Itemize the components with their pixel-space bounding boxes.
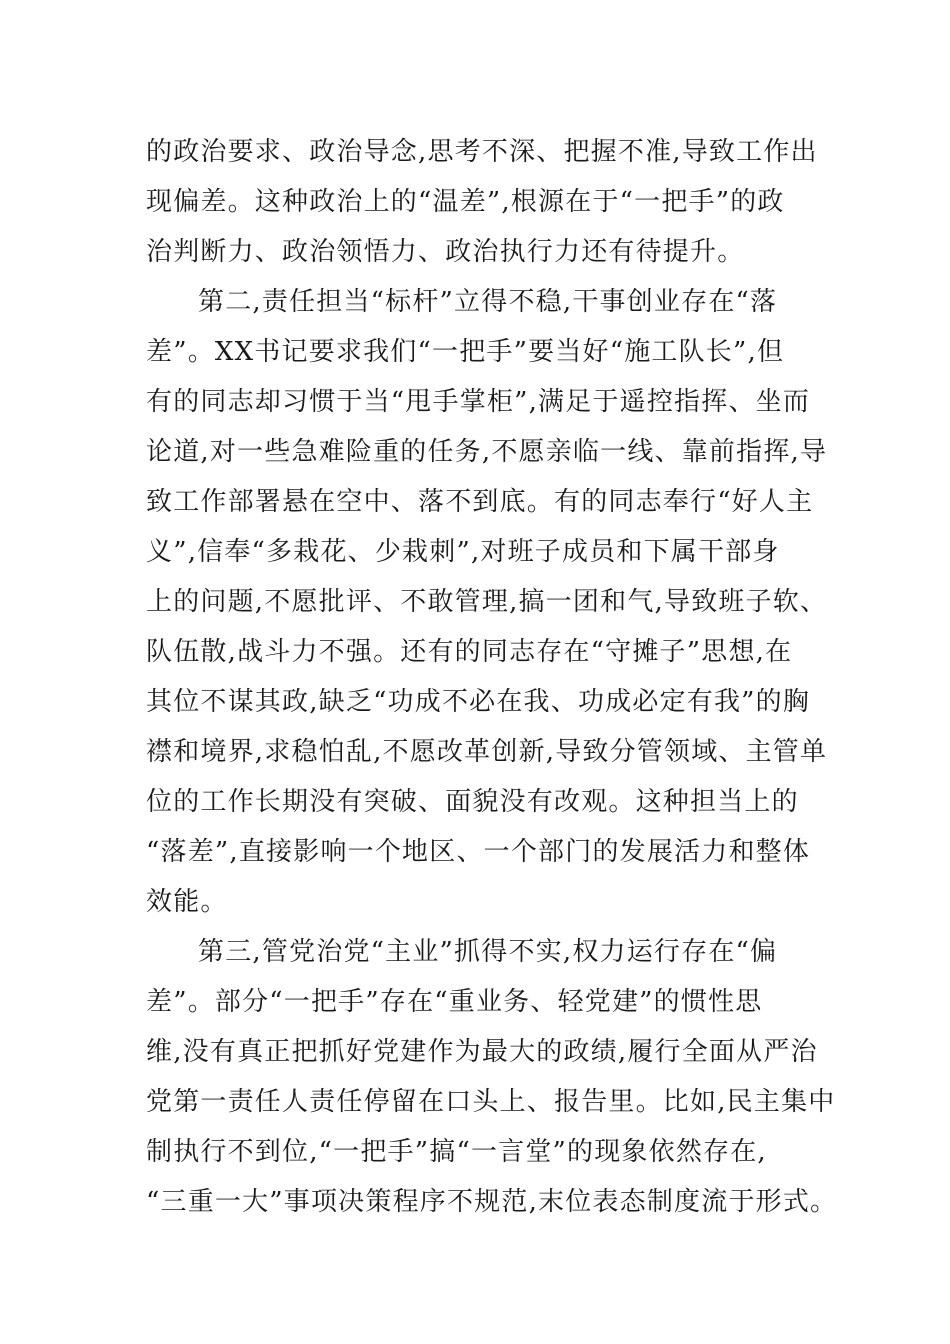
text-line: 有的同志却习惯于当“甩手掌柜”,满足于遥控指挥、坐而 <box>146 387 811 417</box>
text-line: 队伍散,战斗力不强。还有的同志存在“守摊子”思想,在 <box>146 637 793 667</box>
text-line: 差”。部分“一把手”存在“重业务、轻党建”的惯性思 <box>146 987 763 1017</box>
paragraph-start-line: 第二,责任担当“标杆”立得不稳,干事创业存在“落 <box>198 287 778 317</box>
text-line: 论道,对一些急难险重的任务,不愿亲临一线、靠前指挥,导 <box>146 437 828 467</box>
text-line: “落差”,直接影响一个地区、一个部门的发展活力和整体 <box>146 837 811 867</box>
text-line: 襟和境界,求稳怕乱,不愿改革创新,导致分管领域、主管单 <box>146 737 828 767</box>
text-line: “三重一大”事项决策程序不规范,末位表态制度流于形式。 <box>146 1187 838 1217</box>
text-line: 党第一责任人责任停留在口头上、报告里。比如,民主集中 <box>146 1087 836 1117</box>
text-line: 位的工作长期没有突破、面貌没有改观。这种担当上的 <box>146 787 799 817</box>
text-line: 制执行不到位,“一把手”搞“一言堂”的现象依然存在, <box>146 1137 767 1167</box>
text-line: 维,没有真正把抓好党建作为最大的政绩,履行全面从严治 <box>146 1037 818 1067</box>
text-line: 其位不谋其政,缺乏“功成不必在我、功成必定有我”的胸 <box>146 687 811 717</box>
text-line: 义”,信奉“多栽花、少栽刺”,对班子成员和下属干部身 <box>146 537 780 567</box>
text-line: 治判断力、政治领悟力、政治执行力还有待提升。 <box>146 237 745 267</box>
text-line: 上的问题,不愿批评、不敢管理,搞一团和气,导致班子软、 <box>146 587 828 617</box>
body-text <box>146 127 838 1227</box>
text-line: 差”。XX书记要求我们“一把手”要当好“施工队长”,但 <box>146 337 785 367</box>
text-line: 致工作部署悬在空中、落不到底。有的同志奉行“好人主 <box>146 487 814 517</box>
text-line: 现偏差。这种政治上的“温差”,根源在于“一把手”的政 <box>146 187 785 217</box>
text-line: 效能。 <box>146 887 228 917</box>
text-line: 的政治要求、政治导念,思考不深、把握不准,导致工作出 <box>146 137 818 167</box>
paragraph-start-line: 第三,管党治党“主业”抓得不实,权力运行存在“偏 <box>198 937 778 967</box>
